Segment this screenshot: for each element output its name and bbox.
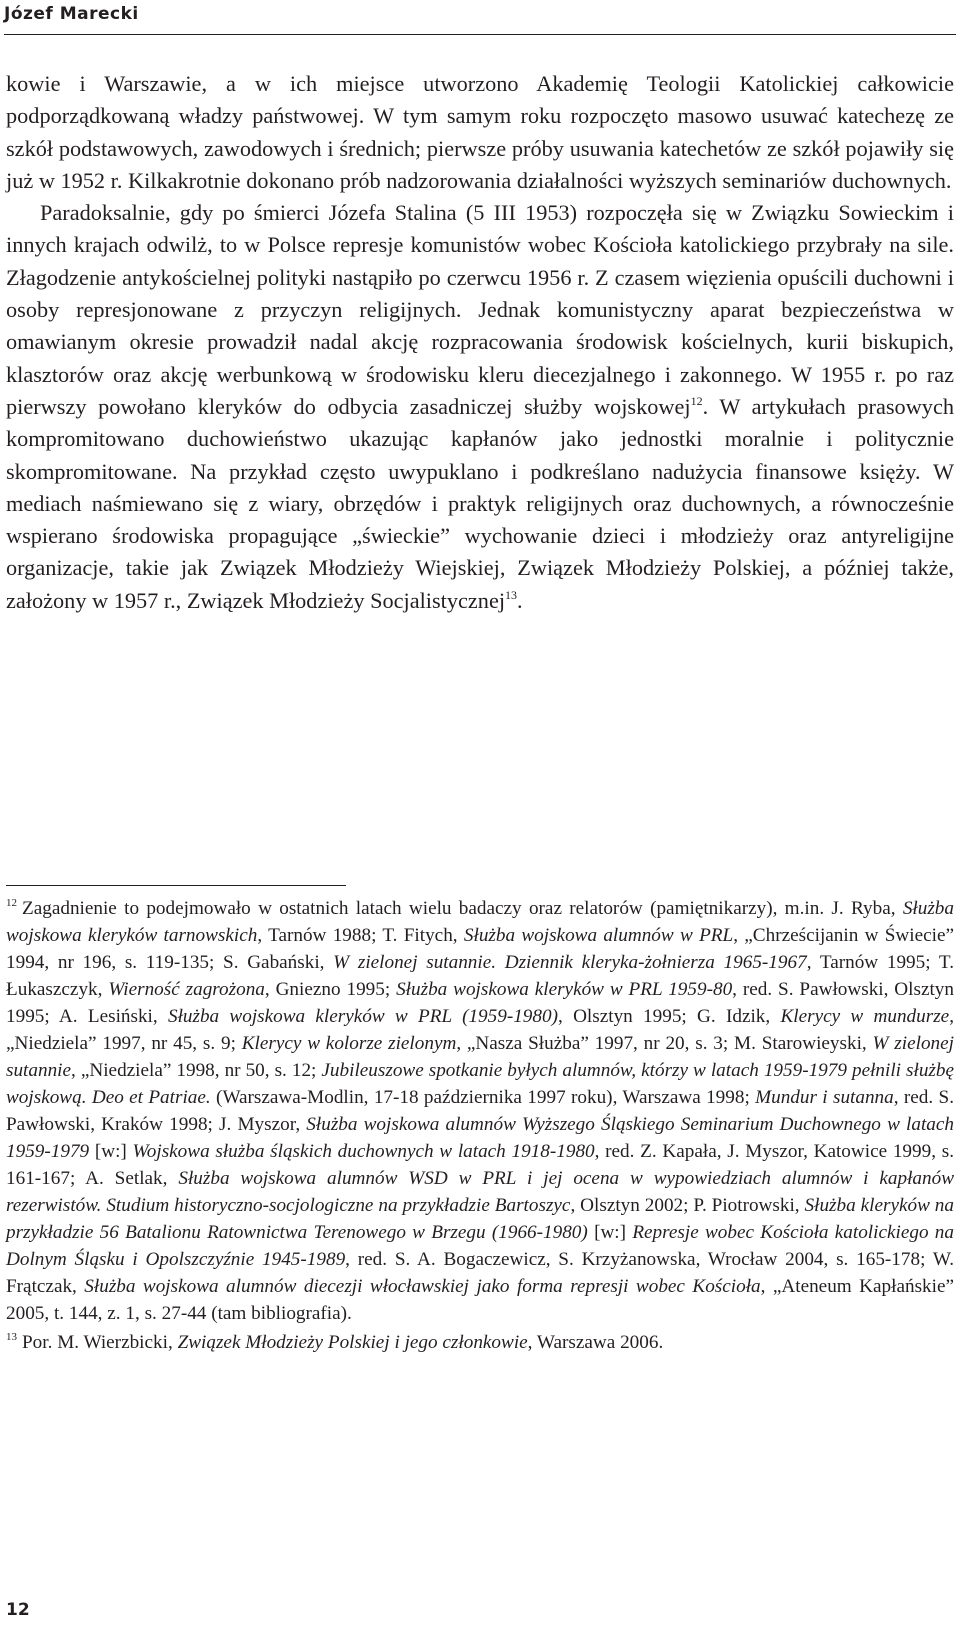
footnote-12-segment: , „Chrześcijanin w Świecie” 1994, nr 196, s. 119-135; S. Gabański, [6,925,955,973]
header-rule [4,34,956,35]
footnote-ref-13[interactable]: 13 [505,587,518,602]
footnote-12-segment: , red. Z. Kapała, J. Myszor, Katowice 1999, s. 161-167; A. Setlak, [6,1141,954,1189]
footnote-12-segment: Służba kleryków na przykładzie 56 Batalionu Ratownictwa Terenowego w Brzegu (1966-1980) [6,1195,954,1243]
footnote-12-segment: Służba wojskowa kleryków tarnowskich [6,898,954,946]
footnote-13-segment: Por. M. Wierzbicki, [22,1332,178,1353]
footnote-12-segment: Wierność zagrożona [108,979,265,1000]
footnote-12-segment: , red. S. Pawłowski, Olsztyn 1995; A. Lesiński, [6,979,954,1027]
footnote-12-segment: (Warszawa-Modlin, 17-18 października 1997 roku), Warszawa 1998; [210,1087,756,1108]
footnote-12 [6,895,954,1327]
footnote-12-segment: , red. S. A. Bogaczewicz, S. Krzyżanowska, Wrocław 2004, s. 165-178; W. Frątczak, [6,1249,955,1297]
footnotes [6,895,954,1358]
footnote-12-segment: Represje wobec Kościoła katolickiego na Dolnym Śląsku i Opolszczyźnie 1945-1989 [6,1222,954,1270]
footnote-12-segment: , „Niedziela” 1997, nr 45, s. 9; [6,1006,954,1054]
footnote-12-segment: Klerycy w mundurze [780,1006,950,1027]
footnote-12-segment: Zagadnienie to podejmowało w ostatnich latach wielu badaczy oraz relatorów (pamiętnikarzy), m.in. J. Ryba, [22,898,903,919]
paragraph-1: kowie i Warszawie, a w ich miejsce utworzono Akademię Teologii Katolickiej całkowicie podporządkowaną władzy państwowej. W tym samym roku rozpoczęto masowo usuwać katechezę ze szkół podstawowych, zawodowych i średnich; pierwsze próby usuwania katechetów ze szkół pojawiły się już w 1952 r. Kilkakrotnie dokonano prób nadzorowania działalności wyższych seminariów duchownych. [6,71,954,193]
footnote-12-segment: , „Ateneum Kapłańskie” 2005, t. 144, z. 1, s. 27-44 (tam bibliografia). [6,1276,954,1324]
footnote-12-segment: W zielonej sutannie [6,1033,954,1081]
footnote-12-segment: , Olsztyn 1995; G. Idzik, [557,1006,781,1027]
footnote-12-segment: , Tarnów 1988; T. Fitych, [257,925,464,946]
footnote-12-segment: Klerycy w kolorze zielonym [241,1033,457,1054]
footnote-12-segment: [w:] [89,1141,133,1162]
footnote-12-segment: Wojskowa służba śląskich duchownych w latach 1918-1980 [132,1141,595,1162]
footnote-13-segment: , Warszawa 2006. [527,1332,664,1353]
footnote-12-segment: [w:] [587,1222,633,1243]
paragraph-2-text-a: Paradoksalnie, gdy po śmierci Józefa Stalina (5 III 1953) rozpoczęła się w Związku Sowieckim i innych krajach odwilż, to w Polsce represje komunistów wobec Kościoła katolickiego przybrały na sile. Złagodzenie antykościelnej polityki nastąpiło po czerwcu 1956 r. Z czasem więzienia opuścili duchowni i osoby represjonowane z przyczyn religijnych. Jednak komunistyczny aparat bezpieczeństwa w omawianym okresie prowadził nadal akcję rozpracowania środowisk kościelnych, kurii biskupich, klasztorów oraz akcję werbunkową w środowisku kleru diecezjalnego i zakonnego. W 1955 r. po raz pierwszy powołano kleryków do odbycia zasadniczej służby wojskowej [6,200,954,419]
footnote-12-segment: Służba wojskowa alumnów w PRL [463,925,734,946]
footnote-12-segment: W zielonej sutannie. Dziennik kleryka-żołnierza 1965-1967 [333,952,807,973]
paragraph-2 [6,197,954,617]
running-head-author: Józef Marecki [4,4,139,24]
footnote-12-segment: , „Nasza Służba” 1997, nr 20, s. 3; M. Starowieyski, [456,1033,873,1054]
footnote-12-segment: Służba wojskowa alumnów WSD w PRL i jej ocena w wypowiedziach alumnów i kapłanów rezerwistów. Studium historyczno-socjologiczne na przykładzie Bartoszyc [6,1168,955,1216]
footnote-12-segment: Mundur i sutanna [755,1087,894,1108]
footnote-12-segment: , „Niedziela” 1998, nr 50, s. 12; [71,1060,322,1081]
footnote-number-12: 12 [6,897,17,909]
footnote-12-segment: Służba wojskowa alumnów Wyższego Śląskiego Seminarium Duchownego w latach 1959-1979 [6,1114,954,1162]
main-text [6,68,954,617]
footnote-number-13: 13 [6,1331,17,1343]
footnote-separator [6,885,346,886]
page-number: 12 [6,1600,30,1620]
footnote-12-segment: Służba wojskowa kleryków w PRL 1959-80 [396,979,733,1000]
footnote-12-segment: Jubileuszowe spotkanie byłych alumnów, którzy w latach 1959-1979 pełnili służbę wojskową. Deo et Patriae. [6,1060,954,1108]
paragraph-2-text-end: . [517,587,523,613]
footnote-12-segment: , Tarnów 1995; T. Łukaszczyk, [6,952,955,1000]
footnote-13 [6,1329,954,1356]
footnote-12-segment: , Olsztyn 2002; P. Piotrowski, [570,1195,805,1216]
footnote-12-segment: , red. S. Pawłowski, Kraków 1998; J. Myszor, [6,1087,955,1135]
footnote-ref-12[interactable]: 12 [690,393,703,408]
footnote-12-segment: Służba wojskowa alumnów diecezji włocławskiej jako forma represji wobec Kościoła [84,1276,761,1297]
footnote-13-segment: Związek Młodzieży Polskiej i jego członkowie [177,1332,528,1353]
paragraph-2-text-b: . W artykułach prasowych kompromitowano duchowieństwo ukazując kapłanów jako jednostki moralnie i politycznie skompromitowane. Na przykład często uwypuklano i podkreślano nadużycia finansowe księży. W mediach naśmiewano się z wiary, obrzędów i praktyk religijnych oraz duchownych, a równocześnie wspierano środowiska propagujące „świeckie” wychowanie dzieci i młodzieży oraz antyreligijne organizacje, takie jak Związek Młodzieży Wiejskiej, Związek Młodzieży Polskiej, a później także, założony w 1957 r., Związek Młodzieży Socjalistycznej [6,393,954,613]
footnote-12-segment: Służba wojskowa kleryków w PRL (1959-1980) [167,1006,558,1027]
footnote-12-segment: , Gniezno 1995; [264,979,397,1000]
